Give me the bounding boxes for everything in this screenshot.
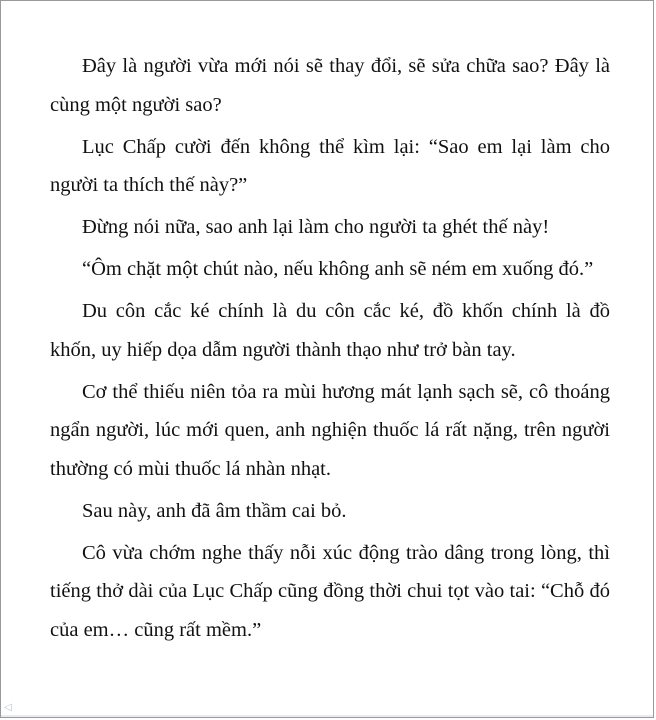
- horizontal-scrollbar-track[interactable]: [1, 715, 653, 717]
- paragraph: Sau này, anh đã âm thầm cai bỏ.: [82, 499, 347, 522]
- scroll-left-arrow-icon[interactable]: ◁: [4, 701, 12, 713]
- paragraph: “Ôm chặt một chút nào, nếu không anh sẽ ném em xuống đó.”: [82, 258, 594, 280]
- document-body: [50, 47, 610, 653]
- paragraph: Lục Chấp cười đến không thể kìm lại: “Sao em lại làm cho người ta thích thế này?”: [50, 135, 610, 196]
- paragraph: Du côn cắc ké chính là du côn cắc ké, đồ khốn chính là đồ khốn, uy hiếp dọa dẫm người thành thạo như trở bàn tay.: [50, 300, 610, 361]
- paragraph: Đây là người vừa mới nói sẽ thay đổi, sẽ sửa chữa sao? Đây là cùng một người sao?: [50, 55, 610, 116]
- paragraph: Đừng nói nữa, sao anh lại làm cho người ta ghét thế này!: [82, 216, 550, 238]
- paragraph: Cơ thể thiếu niên tỏa ra mùi hương mát lạnh sạch sẽ, cô thoáng ngẩn người, lúc mới quen, anh nghiện thuốc lá rất nặng, trên người thường có mùi thuốc lá nhàn nhạt.: [50, 380, 610, 480]
- paragraph: Cô vừa chớm nghe thấy nỗi xúc động trào dâng trong lòng, thì tiếng thở dài của Lục Chấp cũng đồng thời chui tọt vào tai: “Chỗ đó của em… cũng rất mềm.”: [50, 541, 610, 641]
